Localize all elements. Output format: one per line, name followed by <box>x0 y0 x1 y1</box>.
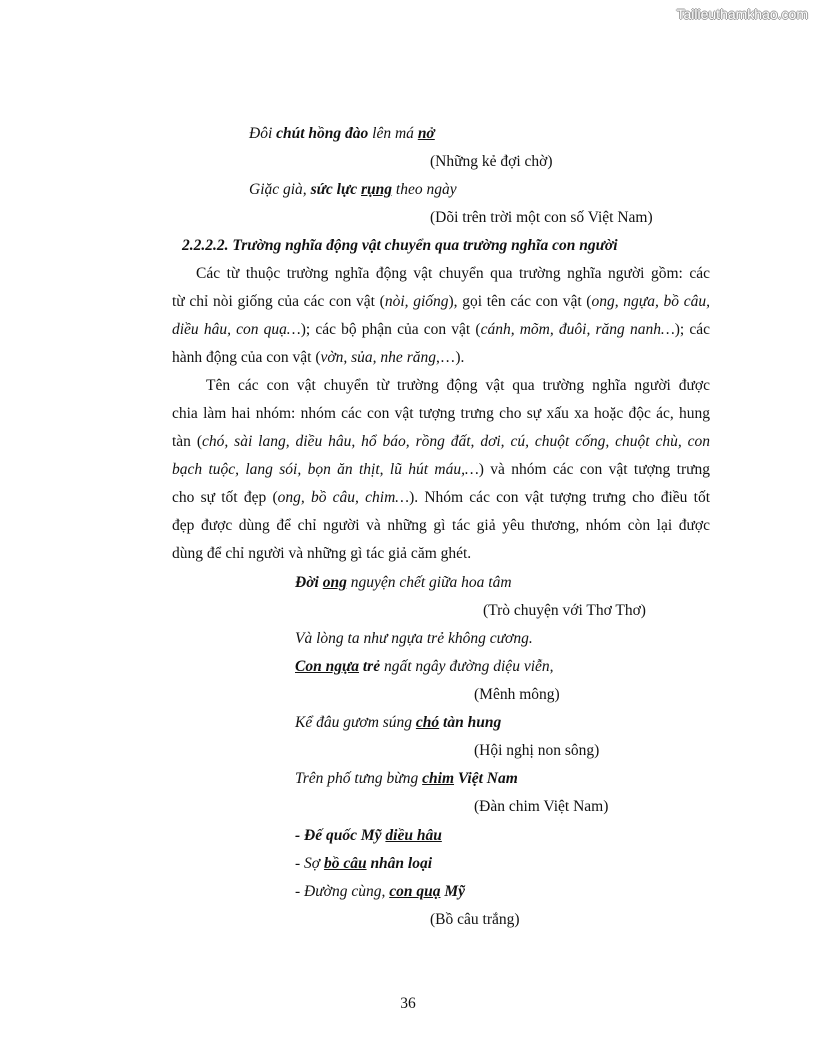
watermark: Tailieuthamkhao.com <box>676 6 808 22</box>
poem1-line2: Giặc già, sức lực rụng theo ngày <box>249 181 457 198</box>
page-number: 36 <box>400 995 416 1012</box>
poem2-source1: (Trò chuyện với Thơ Thơ) <box>483 602 646 619</box>
para2-line3: tàn (chó, sài lang, diều hâu, hổ báo, rồng đất, dơi, cú, chuột cống, chuột chù, con <box>172 433 710 450</box>
poem1-source2: (Dõi trên trời một con số Việt Nam) <box>430 209 653 226</box>
para1-line1: Các từ thuộc trường nghĩa động vật chuyển qua trường nghĩa người gồm: các <box>196 265 710 282</box>
poem2-source4: (Đàn chim Việt Nam) <box>474 798 609 815</box>
para1-line4: hành động của con vật (vờn, sủa, nhe răng,…). <box>172 349 465 366</box>
poem2-line2: Và lòng ta như ngựa trẻ không cương. <box>295 630 533 647</box>
poem1-line1: Đôi chút hồng đào lên má nở <box>249 125 435 142</box>
poem2-source2: (Mênh mông) <box>474 686 560 703</box>
poem2-line8: - Đường cùng, con quạ Mỹ <box>295 883 466 900</box>
para2-line5: cho sự tốt đẹp (ong, bồ câu, chim…). Nhóm các con vật tượng trưng cho điều tốt <box>172 489 711 506</box>
poem2-line5: Trên phố tưng bừng chim Việt Nam <box>295 770 518 787</box>
section-heading: 2.2.2.2. Trường nghĩa động vật chuyển qua trường nghĩa con người <box>182 237 618 254</box>
poem2-line3: Con ngựa trẻ ngất ngây đường diệu viễn, <box>295 658 554 675</box>
poem2-line6: - Đế quốc Mỹ diều hâu <box>295 827 442 844</box>
poem1-source1: (Những kẻ đợi chờ) <box>430 153 553 170</box>
para2-line6: đẹp được dùng để chỉ người và những gì tác giả yêu thương, nhóm còn lại được <box>172 517 710 534</box>
para2-line1: Tên các con vật chuyển từ trường động vật qua trường nghĩa người được <box>206 377 710 394</box>
poem2-line7: - Sợ bồ câu nhân loại <box>295 855 433 872</box>
poem2-source5: (Bồ câu trắng) <box>430 911 520 928</box>
poem2-line1: Đời ong nguyện chết giữa hoa tâm <box>295 574 512 591</box>
poem2-line4: Kể đâu gươm súng chó tàn hung <box>295 714 502 731</box>
para2-line4: bạch tuộc, lang sói, bọn ăn thịt, lũ hút máu,…) và nhóm các con vật tượng trưng <box>172 461 711 478</box>
para2-line7: dùng để chỉ người và những gì tác giả căm ghét. <box>172 545 472 562</box>
para1-line3: diều hâu, con quạ…); các bộ phận của con vật (cánh, mõm, đuôi, răng nanh…); các <box>172 321 711 338</box>
poem2-source3: (Hội nghị non sông) <box>474 742 600 759</box>
para2-line2: chia làm hai nhóm: nhóm các con vật tượng trưng cho sự xấu xa hoặc độc ác, hung <box>172 405 710 422</box>
para1-line2: từ chỉ nòi giống của các con vật (nòi, giống), gọi tên các con vật (ong, ngựa, bồ câu, <box>172 293 710 310</box>
